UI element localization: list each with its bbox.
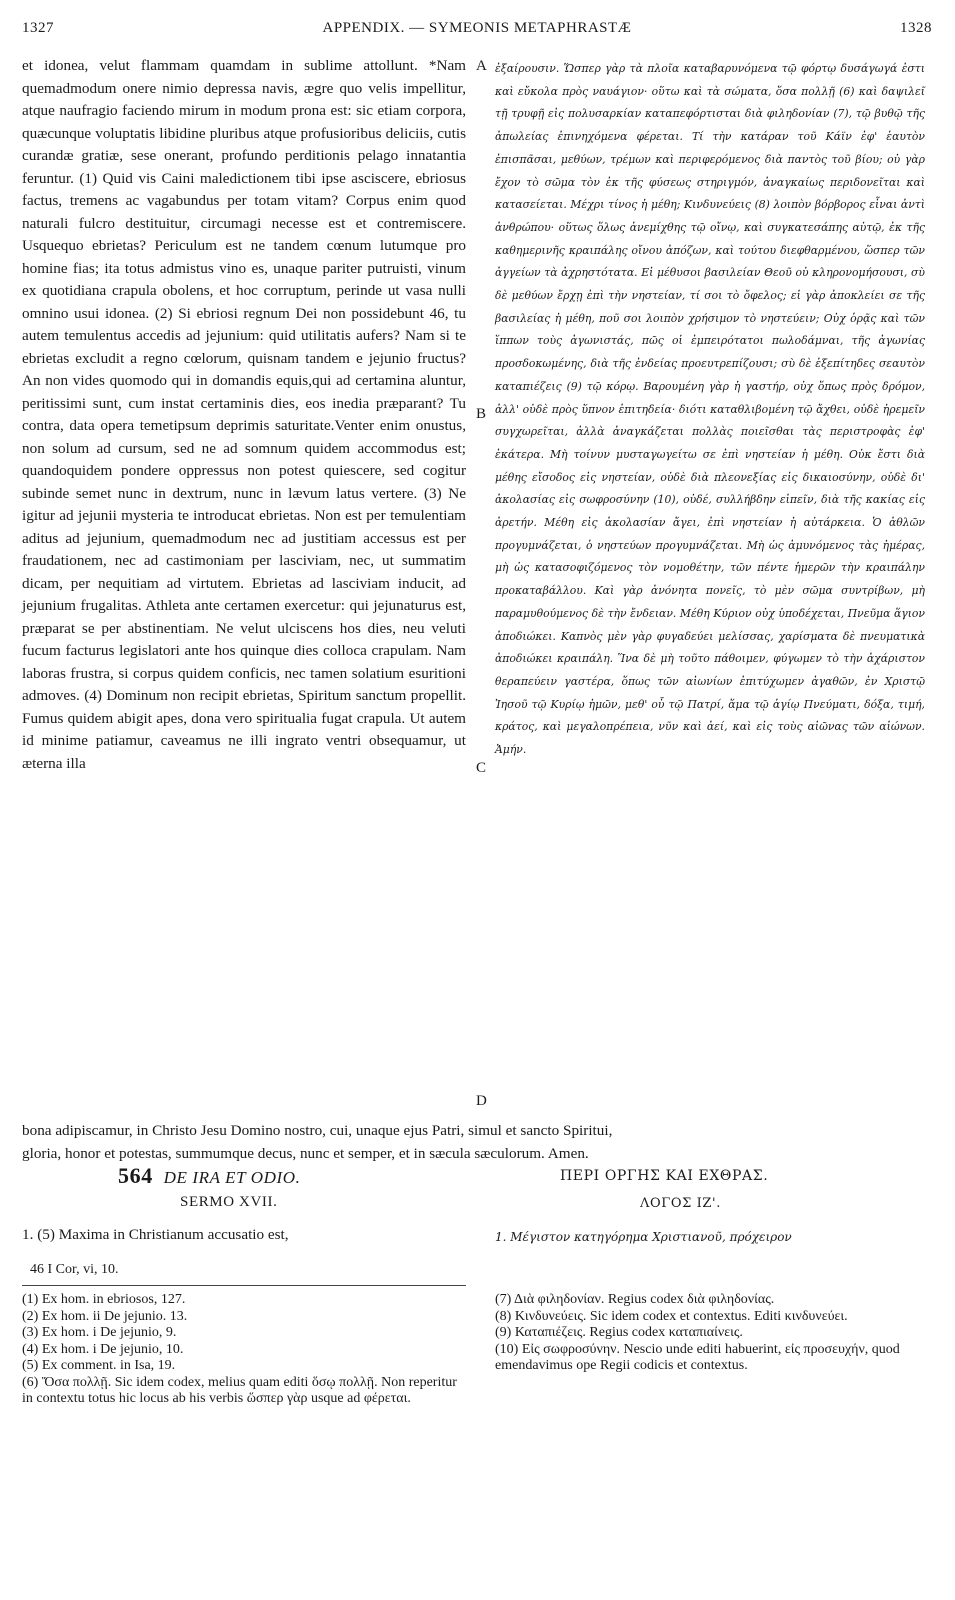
margin-letter-c: C	[476, 760, 487, 776]
latin-column	[22, 55, 466, 775]
greek-column	[495, 58, 925, 762]
notes-left-column	[22, 1292, 466, 1408]
closing-lines	[22, 1119, 932, 1165]
margin-letter-b: B	[476, 406, 487, 422]
note-1: (1) Ex hom. in ebriosos, 127.	[22, 1292, 186, 1307]
note-9: (9) Καταπιέζεις. Regius codex καταπιαίνεις.	[495, 1325, 743, 1340]
footnote-divider	[22, 1285, 466, 1286]
section-number: 564	[118, 1163, 153, 1188]
closing-line-1: bona adipiscamur, in Christo Jesu Domino nostro, cui, unaque ejus Patri, simul et sancto Spiritui,	[22, 1122, 613, 1139]
latin-sermo-label: SERMO XVII.	[180, 1194, 278, 1210]
latin-section-title: DE IRA ET ODIO.	[163, 1168, 301, 1187]
note-8: (8) Κινδυνεύεις. Sic idem codex et contextus. Editi κινδυνεύει.	[495, 1308, 848, 1324]
note-4: (4) Ex hom. i De jejunio, 10.	[22, 1341, 184, 1357]
running-header	[22, 20, 932, 46]
latin-section-heading	[118, 1163, 458, 1189]
page-number-left: 1327	[22, 20, 54, 36]
note-10: (10) Εἰς σωφροσύνην. Nescio unde editi habuerint, εἰς προσευχήν, quod emendavimus ope Regii codicis et contextus.	[495, 1341, 900, 1373]
latin-body: et idonea, velut flammam quamdam in sublime attollunt. *Nam quemadmodum onere nimio depressa navis, ægre quo velis impellitur, atque naufragio faciendo mirum in modum prona est: sic etiam corpora, quæcunque voluptatis libidine pluribus atque profusioribus deliciis, cutis curandæ gratiæ, sese onerant, profundo perditionis pelago innatantia feruntur. (1) Quid vis Caini maledictionem tibi ipse asciscere, ebriosus factus, tremens ac vagabundus per totam vitam? Corpus enim quod naturali fulcro destituitur, circumagi necesse est et contremiscere. Usquequo ebrietas? Periculum est ne tandem cœnum lutumque pro homine fias; ita totus admistus vino es, unaque pariter putruisti, vinum ex quotidiana crapula obolens, et hoc corruptum, perinde ut vasa nulli omnino usui idonea. (2) Si ebriosi regnum Dei non possidebunt 46, tu autem temulentus accedis ad jejunium: quid utilitatis aufers? Nam si te ebrietas excludit a regno cœlorum, quisnam tandem e jejunio fructus? An non vides quomodo qui in domandis equis,qui ad certamina aluntur, peritissimi sunt, cum instat certaminis dies, eos inedia præparant? Tu contra, data opera temetipsum deprimis saturitate.Venter enim onustus, non solum ad cursum, sed ne ad somnum quidem accommodus est; quandoquidem pondere oppressus non potest quiescere, sed cogitur subinde semet nunc in dextrum, nunc in lævum latus vertere. (3) Ne igitur ad jejunii mysteria te introducat ebrietas. Non est per temulentiam aditus ad jejunium, quemadmodum nec ad justitiam accessus est per fraudationem, nec ad castimoniam per lasciviam, nec, ut summatim dicam, per nequitiam ad virtutem. Ebrietas ad lasciviam inducit, ad jejunium frugalitas. Athleta ante certamen exercetur: qui jejunaturus est, præparat se per abstinentiam. Ne velut ulciscens hos dies, neu veluti fucum facturus legislatori ante hos quinque dies colloca crapulam. Nam laboras frustra, si corpus quidem conficis, nec tamen solatium esuritioni admoves. (4) Dominum non recipit ebrietas, Spiritum sanctum propellit. Fumus quidem abigit apes, dona vero spiritualia fugat crapula. Ut autem id minime patiamur, caveamus ne illi ingrato ventri obsequamur, ut æterna illa	[22, 57, 466, 772]
greek-logos-label: ΛΟΓΟΣ ΙΖ'.	[640, 1196, 721, 1211]
note-5: (5) Ex comment. in Isa, 19.	[22, 1358, 176, 1373]
note-3: (3) Ex hom. i De jejunio, 9.	[22, 1325, 177, 1340]
scripture-footnote: 46 I Cor, vi, 10.	[30, 1262, 119, 1277]
note-6: (6) Ὅσα πολλῇ. Sic idem codex, melius quam editi ὅσῳ πολλῇ. Non reperitur in contextu totus hic locus ab his verbis ὥσπερ γὰρ usque ad φέρεται.	[22, 1374, 457, 1406]
note-7: (7) Διὰ φιληδονίαν. Regius codex διὰ φιληδονίας.	[495, 1292, 775, 1307]
note-2: (2) Ex hom. ii De jejunio. 13.	[22, 1308, 188, 1324]
greek-section-title: ΠΕΡΙ ΟΡΓΗΣ ΚΑΙ ΕΧΘΡΑΣ.	[560, 1168, 769, 1184]
closing-line-2: gloria, honor et potestas, summumque decus, nunc et semper, et in sæcula sæculorum. Amen.	[22, 1145, 589, 1162]
notes-right-column	[495, 1292, 925, 1375]
greek-section-first-line: 1. Μέγιστον κατηγόρημα Χριστιανοῦ, πρόχειρον	[495, 1230, 792, 1244]
margin-letter-a: A	[476, 58, 487, 74]
latin-section-first-line: 1. (5) Maxima in Christianum accusatio est,	[22, 1226, 289, 1243]
page-number-right: 1328	[900, 20, 932, 36]
margin-letter-d: D	[476, 1093, 487, 1109]
greek-body: ἐξαίρουσιν. Ὥσπερ γὰρ τὰ πλοῖα καταβαρυνόμενα τῷ φόρτῳ δυσάγωγά ἐστι καὶ εὔκολα πρὸς ναυάγιον· οὕτω καὶ τὰ σώματα, ὅσα πολλῇ (6) καὶ δαψιλεῖ τῇ τρυφῇ εἰς πολυσαρκίαν καταπεφόρτισται διὰ φιληδονίαν (7), τῷ βυθῷ τῆς ἀπωλείας ἐπινηχόμενα φέρεται. Τί τὴν κατάραν τοῦ Κάϊν ἐφ' ἑαυτὸν ἐπισπᾶσαι, μεθύων, τρέμων καὶ περιφερόμενος διὰ παντὸς τοῦ βίου; οὐ γὰρ ἔχον τὸ σῶμα τὸν ἐκ τῆς φύσεως στηριγμόν, ἀναγκαίως περιδονεῖται καὶ κατασείεται. Μέχρι τίνος ἡ μέθη; Κινδυνεύεις (8) λοιπὸν βόρβορος εἶναι ἀντὶ ἀνθρώπου· οὕτως ὅλως ἀνεμίχθης τῷ οἴνῳ, καὶ συγκατεσάπης αὐτῷ, ἐκ τῆς καθημερινῆς κραιπάλης οἴνου ἀπόζων, καὶ τούτου διεφθαρμένου, ὥσπερ τῶν ἀγγείων τὰ ἀχρηστότατα. Εἰ μέθυσοι βασιλείαν Θεοῦ οὐ κληρονομήσουσι, σὺ δὲ μεθύων ἔρχῃ ἐπὶ τὴν νηστείαν, τί σοι τὸ ὄφελος; εἰ γὰρ ἀποκλείει σε τῆς βασιλείας ἡ μέθη, ποῦ σοι λοιπὸν χρήσιμον τὸ νηστεύειν; Οὐχ ὁρᾷς καὶ τῶν ἵππων τοὺς ἀγωνιστάς, πῶς οἱ ἐμπειρότατοι πωλοδάμναι, τῆς ἀγωνίας προσδοκωμένης, διὰ τῆς ἐνδείας προευτρεπίζουσι; σὺ δὲ ἐξεπίτηδες σεαυτὸν καταπιέζεις (9) τῷ κόρῳ. Βαρουμένη γὰρ ἡ γαστήρ, οὐχ ὅπως πρὸς δρόμον, ἀλλ' οὐδὲ πρὸς ὕπνον ἐπιτηδεία· διότι καταθλιβομένη τῷ ἄχθει, οὐδὲ ἠρεμεῖν συγχωρεῖται, ἀλλὰ ἀναγκάζεται πολλὰς ποιεῖσθαι τὰς περιστροφὰς ἐφ' ἑκάτερα. Μὴ τοίνυν μυσταγωγείτω σε ἐπὶ νηστείαν ἡ μέθη. Οὐκ ἔστι διὰ μέθης εἴσοδος εἰς νηστείαν, οὐδὲ διὰ πλεονεξίας εἰς δικαιοσύνην, οὐδὲ δι' ἀκολασίας εἰς σωφροσύνην (10), οὐδέ, συλλήβδην εἰπεῖν, διὰ τῆς κακίας εἰς ἀρετήν. Μέθη εἰς ἀκολασίαν ἄγει, ἐπὶ νηστείαν ἡ αὐτάρκεια. Ὁ ἀθλῶν προγυμνάζεται, ὁ νηστεύων προγυμνάζεται. Μὴ ὡς ἀμυνόμενος τὰς ἡμέρας, μὴ ὡς κατασοφιζόμενος τὸν νομοθέτην, τῶν πέντε ἡμερῶν τὴν κραιπάλην προκαταβάλλου. Καὶ γὰρ ἀνόνητα πονεῖς, τὸ μὲν σῶμα συντρίβων, μὴ παραμυθούμενος δὲ τὴν ἔνδειαν. Μέθη Κύριον οὐχ ὑποδέχεται, Πνεῦμα ἅγιον ἀποδιώκει. Καπνὸς μὲν γὰρ φυγαδεύει μελίσσας, χαρίσματα δὲ πνευματικὰ ἀποδιώκει κραιπάλη. Ἵνα δὲ μὴ τοῦτο πάθοιμεν, φύγωμεν τὸ τὴν ἀχάριστον θεραπεύειν γαστέρα, ὅπως τῶν αἰωνίων ἐπιτύχωμεν ἀγαθῶν, ἐν Χριστῷ Ἰησοῦ τῷ Κυρίῳ ἡμῶν, μεθ' οὗ τῷ Πατρί, ἅμα τῷ ἁγίῳ Πνεύματι, δόξα, τιμή, κράτος, καὶ μεγαλοπρέπεια, νῦν καὶ ἀεί, καὶ εἰς τοὺς αἰῶνας τῶν αἰώνων. Ἀμήν.	[495, 62, 925, 757]
running-title: APPENDIX. — SYMEONIS METAPHRASTÆ	[322, 20, 632, 36]
